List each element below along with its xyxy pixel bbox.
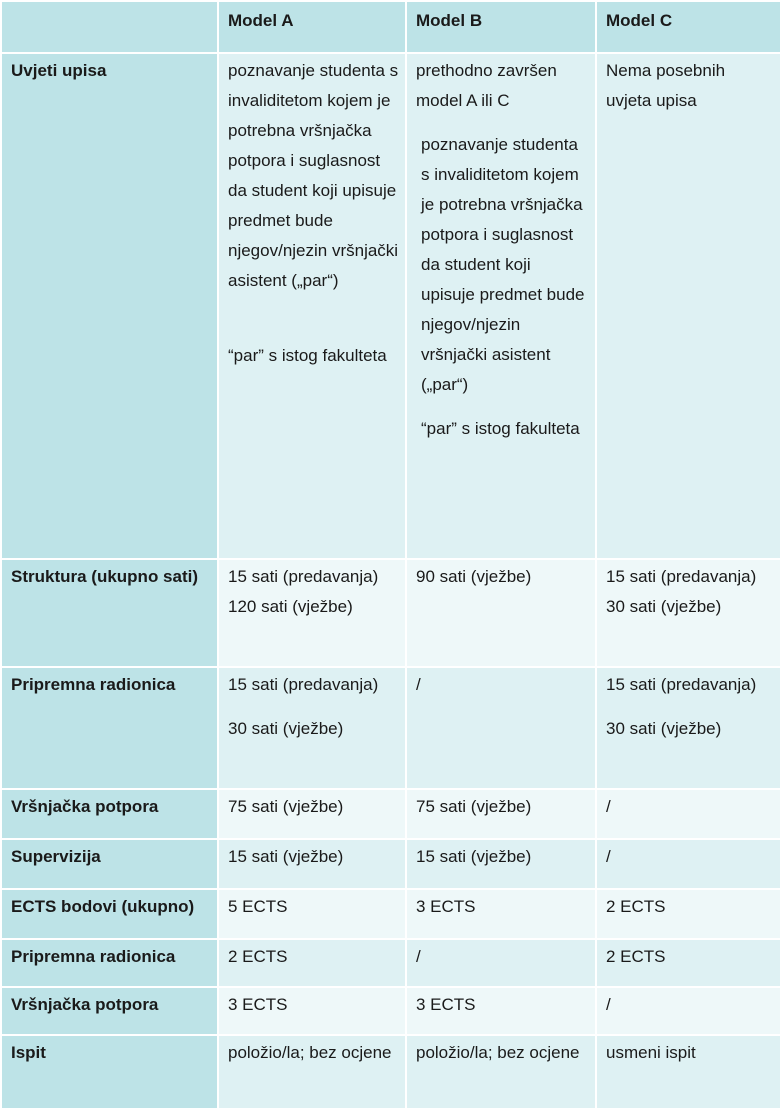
- header-model-c: Model C: [596, 1, 780, 53]
- cell-text: 15 sati (predavanja): [606, 675, 757, 694]
- row-label: Pripremna radionica: [1, 939, 218, 987]
- row-supervizija: [1, 839, 780, 889]
- cell-text: /: [416, 675, 421, 694]
- cell-text: “par” s istog fakulteta: [421, 419, 580, 438]
- cell-text: 30 sati (vježbe): [606, 719, 722, 738]
- row-label: Uvjeti upisa: [1, 53, 218, 559]
- row-pripremna-radionica-sati: [1, 667, 780, 789]
- cell-text: 30 sati (vježbe): [228, 719, 344, 738]
- header-blank: [1, 1, 218, 53]
- cell-model-b: 3 ECTS: [406, 987, 596, 1035]
- row-uvjeti-upisa: [1, 53, 780, 559]
- row-label: Ispit: [1, 1035, 218, 1109]
- cell-text: prethodno završen model A ili C: [416, 61, 557, 110]
- row-label: Supervizija: [1, 839, 218, 889]
- cell-model-c: [596, 667, 780, 789]
- cell-text: 15 sati (predavanja): [228, 675, 379, 694]
- row-label: Vršnjačka potpora: [1, 789, 218, 839]
- cell-model-b: položio/la; bez ocjene: [406, 1035, 596, 1109]
- cell-model-c: 2 ECTS: [596, 939, 780, 987]
- cell-model-c: usmeni ispit: [596, 1035, 780, 1109]
- row-vrsnjacka-potpora-sati: [1, 789, 780, 839]
- header-model-a: Model A: [218, 1, 406, 53]
- cell-text: poznavanje studenta s invaliditetom kojem je potrebna vršnjačka potpora i suglasnost da student koji upisuje predmet bude njegov/njezin vršnjački asistent („par“): [228, 61, 399, 290]
- cell-model-c: /: [596, 839, 780, 889]
- cell-model-a: [218, 53, 406, 559]
- cell-text: 15 sati (predavanja): [228, 567, 379, 586]
- header-row: [1, 1, 780, 53]
- cell-text: Nema posebnih uvjeta upisa: [606, 61, 726, 110]
- cell-text: 15 sati (predavanja): [606, 567, 757, 586]
- cell-model-a: 15 sati (vježbe): [218, 839, 406, 889]
- cell-text: 90 sati (vježbe): [416, 567, 532, 586]
- cell-model-a: 2 ECTS: [218, 939, 406, 987]
- cell-text: 30 sati (vježbe): [606, 597, 722, 616]
- cell-model-a: položio/la; bez ocjene: [218, 1035, 406, 1109]
- row-ispit: [1, 1035, 780, 1109]
- row-label: Struktura (ukupno sati): [1, 559, 218, 667]
- cell-model-c: 2 ECTS: [596, 889, 780, 939]
- cell-model-a: [218, 559, 406, 667]
- row-label: ECTS bodovi (ukupno): [1, 889, 218, 939]
- row-ects-ukupno: [1, 889, 780, 939]
- cell-model-a: 75 sati (vježbe): [218, 789, 406, 839]
- cell-text: 120 sati (vježbe): [228, 597, 353, 616]
- cell-text: poznavanje studenta s invaliditetom kojem je potrebna vršnjačka potpora i suglasnost da student koji upisuje predmet bude njegov/njezin vršnjački asistent („par“): [421, 135, 585, 394]
- cell-text: “par” s istog fakulteta: [228, 346, 387, 365]
- cell-model-a: 3 ECTS: [218, 987, 406, 1035]
- cell-model-b: [406, 667, 596, 789]
- row-label: Vršnjačka potpora: [1, 987, 218, 1035]
- cell-model-a: [218, 667, 406, 789]
- cell-model-a: 5 ECTS: [218, 889, 406, 939]
- cell-model-c: /: [596, 789, 780, 839]
- cell-model-c: [596, 559, 780, 667]
- row-struktura: [1, 559, 780, 667]
- header-model-b: Model B: [406, 1, 596, 53]
- cell-model-b: 75 sati (vježbe): [406, 789, 596, 839]
- cell-model-c: [596, 53, 780, 559]
- cell-model-b: 3 ECTS: [406, 889, 596, 939]
- cell-model-b: /: [406, 939, 596, 987]
- row-vrsnjacka-potpora-ects: [1, 987, 780, 1035]
- cell-model-b: [406, 53, 596, 559]
- cell-model-b: [406, 559, 596, 667]
- row-label: Pripremna radionica: [1, 667, 218, 789]
- row-pripremna-radionica-ects: [1, 939, 780, 987]
- cell-model-c: /: [596, 987, 780, 1035]
- cell-model-b: 15 sati (vježbe): [406, 839, 596, 889]
